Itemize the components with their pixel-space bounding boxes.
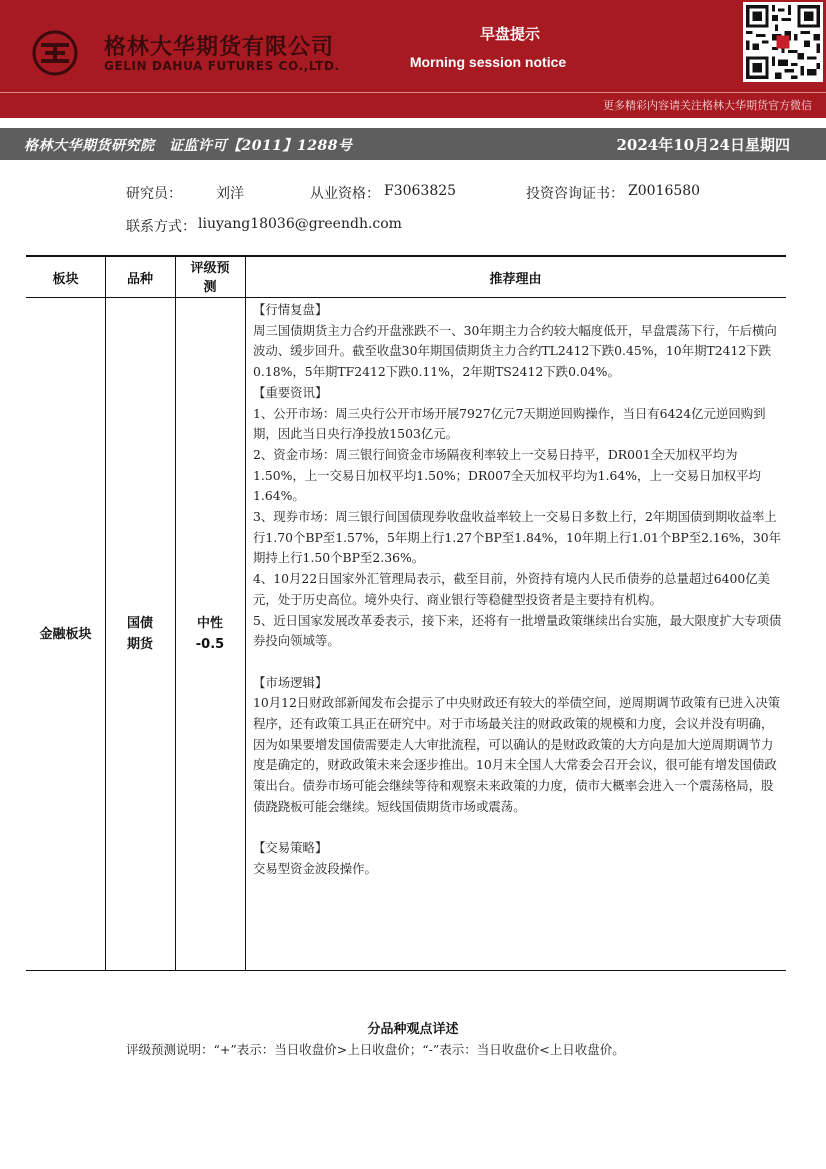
section-heading-strategy: 【交易策略】: [253, 840, 328, 856]
news-item-policy: 5、近日国家发展改革委表示，接下来，还将有一批增量政策继续出台实施，最大限度扩大专项债券投向领域等。: [253, 612, 782, 649]
news-item-foreign-holdings: 4、10月22日国家外汇管理局表示，截至目前，外资持有境内人民币债券的总量超过6400亿美元，处于历史高位。境外央行、商业银行等稳健型投资者是主要持有机构。: [253, 571, 771, 607]
header-band: [0, 0, 826, 118]
institute-bar: [0, 128, 826, 160]
news-item-cash-bond: 3、现券市场：周三银行间国债现券收盘收益率较上一交易日多数上行，2年期国债到期收益率上行1.70个BP至1.57%，5年期上行1.27个BP至1.84%，10年期上行1.01个BP至2.16%，30年期持上行1.50个BP至2.36%。: [253, 509, 782, 566]
cell-rating: 中性 -0.5: [195, 616, 225, 652]
qualification-label: 从业资格：: [310, 186, 380, 202]
cell-variety: 国债 期货: [126, 616, 153, 652]
report-title-cn: 早盘提示: [479, 25, 540, 43]
section-heading-news: 【重要资讯】: [253, 384, 328, 400]
table-column-divider: [245, 257, 246, 970]
header-variety: 品种: [126, 272, 153, 287]
company-logo-icon: [32, 30, 78, 76]
wechat-follow-note: 更多精彩内容请关注格林大华期货官方微信: [603, 99, 812, 112]
paragraph-logic: 10月12日财政部新闻发布会提示了中央财政还有较大的举债空间，逆周期调节政策有已进入决策程序，还有政策工具正在研究中。对于市场最关注的财政政策的规模和力度，会议并没有明确，因为如果要增发国债需要走人大审批流程，可以确认的是财政政策的大方向是加大逆周期调节力度是确定的，财政政策未来会逐步推出。10月末全国人大常委会召开会议，很可能有增发国债政策出台。债券市场可能会继续等待和观察未来政策的力度，债市大概率会进入一个震荡格局，股债跷跷板可能会继续。短线国债期货市场或震荡。: [253, 695, 781, 814]
analyst-name-label: 研究员：: [126, 186, 182, 202]
paragraph-gap: [253, 652, 783, 673]
cell-sector: 金融板块: [39, 627, 92, 642]
table-header-rule: [26, 297, 786, 298]
company-name-cn: 格林大华期货有限公司: [104, 35, 335, 60]
report-date: 2024年10月24日星期四: [616, 136, 790, 154]
header-divider: [0, 92, 826, 93]
cell-reason: [253, 300, 783, 880]
contact-label: 联系方式：: [126, 219, 196, 235]
certificate-label: 投资咨询证书：: [526, 186, 624, 202]
paragraph-strategy: 交易型资金波段操作。: [253, 860, 377, 876]
paragraph-gap: [253, 818, 783, 839]
section-heading-review: 【行情复盘】: [253, 302, 328, 317]
news-item-money-market: 2、资金市场：周三银行间资金市场隔夜利率较上一交易日持平，DR001全天加权平均为1.50%，上一交易日加权平均1.50%；DR007全天加权平均为1.64%，上一交易日加权平均1.64%。: [253, 446, 761, 504]
header-rating: 评级预 测: [190, 261, 230, 295]
report-title-en: Morning session notice: [409, 54, 567, 70]
paragraph-review: 周三国债期货主力合约开盘涨跌不一、30年期主力合约较大幅度低开，早盘震荡下行，午后横向波动、缓步回升。截至收盘30年期国债期货主力合约TL2412下跌0.45%，10年期T2412下跌0.18%，5年期TF2412下跌0.11%，2年期TS2412下跌0.04%。: [253, 322, 777, 380]
certificate-number: Z0016580: [628, 183, 701, 199]
contact-email[interactable]: liuyang18036@greendh.com: [198, 216, 402, 232]
rating-legend: 评级预测说明：“+”表示：当日收盘价>上日收盘价；“-”表示：当日收盘价<上日收盘价。: [126, 1042, 625, 1057]
qualification-number: F3063825: [384, 183, 457, 199]
analyst-name: 刘洋: [216, 186, 244, 202]
section-subtitle: 分品种观点详述: [367, 1022, 459, 1037]
header-sector: 板块: [52, 272, 79, 287]
institute-license: 格林大华期货研究院 证监许可【2011】1288号: [24, 138, 353, 154]
news-item-open-market: 1、公开市场：周三央行公开市场开展7927亿元7天期逆回购操作，当日有6424亿元逆回购到期，因此当日央行净投放1503亿元。: [253, 405, 766, 442]
header-reason: 推荐理由: [489, 272, 542, 287]
company-name-en: GELIN DAHUA FUTURES CO.,LTD.: [104, 59, 340, 73]
table-top-rule: [26, 255, 786, 257]
section-heading-logic: 【市场逻辑】: [253, 674, 328, 690]
wechat-qr-code-icon[interactable]: [743, 2, 823, 82]
table-bottom-rule: [26, 970, 786, 971]
